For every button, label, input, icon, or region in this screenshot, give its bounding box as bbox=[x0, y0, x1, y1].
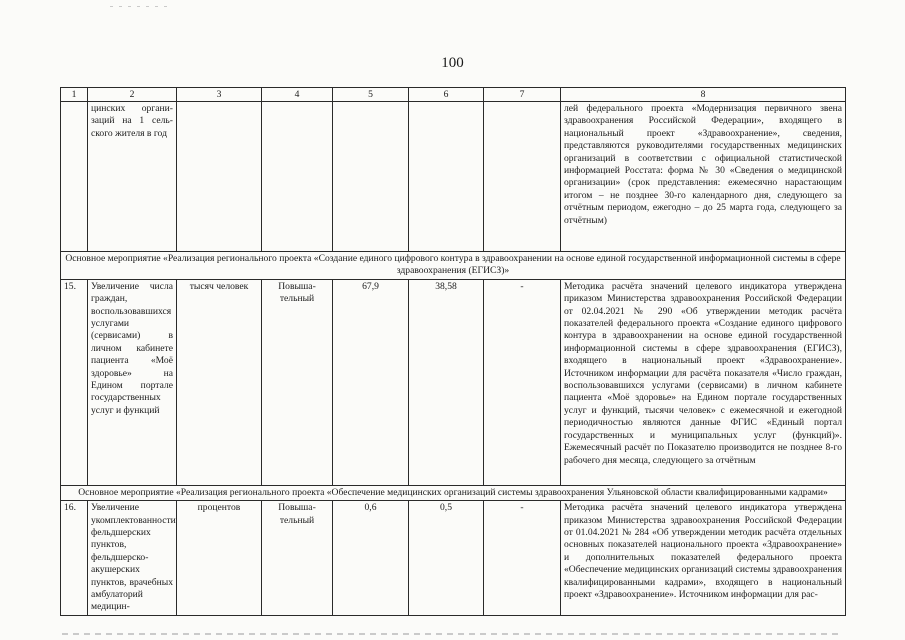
value-6-cell: 0,5 bbox=[409, 501, 484, 616]
section-heading-staffing: Основное мероприятие «Реализация регионального проекта «Обеспечение медицинских организаций системы здравоохранения Ульяновской области квалифицированными кадрами» bbox=[61, 485, 846, 500]
method-cell: Методика расчёта значений целевого индикатора утверждена приказом Министерства здравоохранения Российской Федерации от 02.04.2021 № 290 «Об утверждении методик расчёта показателей федерального проекта «Создание единого цифрового контура в здравоохранении на основе единой государственной информационной системы в сфере здравоохранения (ЕГИСЗ), входящего в национальный проект «Здравоохранение». Источником информации для расчёта показателя «Число граждан, воспользовавшихся услугами (сервисами) в личном кабинете пациента «Моё здоровье» на Едином портале государственных услуг и функций, тысячи человек» с ежемесячной и ежегодной периодичностью являются данные ФГИС «Единый портал государственных и муниципальных услуг (функций)». Ежемесячный расчёт по Показателю производится не позднее 8-го рабочего дня месяца, следующего за отчётным bbox=[561, 279, 846, 485]
header-col-1: 1 bbox=[61, 88, 88, 102]
header-col-8: 8 bbox=[561, 88, 846, 102]
scan-artifact-top bbox=[110, 6, 170, 7]
section-heading-row bbox=[61, 485, 846, 500]
indicator-name-cell: Увеличение числа граждан, воспользовавшихся услугами (сервисами) в личном кабинете пациента «Моё здоровье» на Едином портале государственных услуг и функций bbox=[88, 279, 177, 485]
value-6-cell: 38,58 bbox=[409, 279, 484, 485]
unit-cell: тысяч человек bbox=[177, 279, 262, 485]
header-col-4: 4 bbox=[262, 88, 333, 102]
direction-cell bbox=[262, 102, 333, 252]
table-row-16 bbox=[61, 501, 846, 616]
table-row-15 bbox=[61, 279, 846, 485]
indicator-name-cell: Увеличение укомплектованности фельдшерских пунктов, фельдшерско-акушерских пунктов, врачебных амбулаторий медицин- bbox=[88, 501, 177, 616]
header-col-2: 2 bbox=[88, 88, 177, 102]
row-number-cell bbox=[61, 102, 88, 252]
row-number-cell: 16. bbox=[61, 501, 88, 616]
row-number-cell: 15. bbox=[61, 279, 88, 485]
value-5-cell: 0,6 bbox=[333, 501, 409, 616]
value-5-cell: 67,9 bbox=[333, 279, 409, 485]
table-row-continued bbox=[61, 102, 846, 252]
header-col-6: 6 bbox=[409, 88, 484, 102]
method-cell: лей федерального проекта «Модернизация первичного звена здравоохранения Российской Федерации», входящего в национальный проект «Здравоохранение», сведения, представляются руководителями государственных медицинских организаций в соответствии с официальной статистической информацией Росстата: форма № 30 «Сведения о медицинской организации» (срок представления: ежемесячно нарастающим итогом – не позднее 30-го календарного дня, следующего за отчётным периодом, ежегодно – до 25 марта года, следующего за отчётным) bbox=[561, 102, 846, 252]
direction-cell: Повыша-тельный bbox=[262, 501, 333, 616]
direction-cell: Повыша-тельный bbox=[262, 279, 333, 485]
header-col-5: 5 bbox=[333, 88, 409, 102]
value-7-cell: - bbox=[484, 501, 561, 616]
header-col-3: 3 bbox=[177, 88, 262, 102]
page-number: 100 bbox=[441, 55, 464, 71]
value-5-cell bbox=[333, 102, 409, 252]
value-7-cell: - bbox=[484, 279, 561, 485]
unit-cell: процентов bbox=[177, 501, 262, 616]
value-7-cell bbox=[484, 102, 561, 252]
section-heading-egisz: Основное мероприятие «Реализация регионального проекта «Создание единого цифрового контура в здравоохранении на основе единой государственной информационной системы в сфере здравоохранения (ЕГИСЗ)» bbox=[61, 252, 846, 280]
section-heading-row bbox=[61, 252, 846, 280]
method-cell: Методика расчёта значений целевого индикатора утверждена приказом Министерства здравоохранения Российской Федерации от 01.04.2021 № 284 «Об утверждении методик расчёта отдельных основных показателей национального проекта «Здравоохранение» и дополнительных показателей федерального проекта «Обеспечение медицинских организаций системы здравоохранения квалифицированными кадрами», входящего в национальный проект «Здравоохранение». Источником информации для рас- bbox=[561, 501, 846, 616]
header-row bbox=[61, 88, 846, 102]
indicator-name-cell: цинских органи-заций на 1 сель-ского жителя в год bbox=[88, 102, 177, 252]
header-col-7: 7 bbox=[484, 88, 561, 102]
scan-artifact-bottom bbox=[62, 633, 842, 635]
value-6-cell bbox=[409, 102, 484, 252]
indicators-table bbox=[60, 87, 846, 616]
unit-cell bbox=[177, 102, 262, 252]
